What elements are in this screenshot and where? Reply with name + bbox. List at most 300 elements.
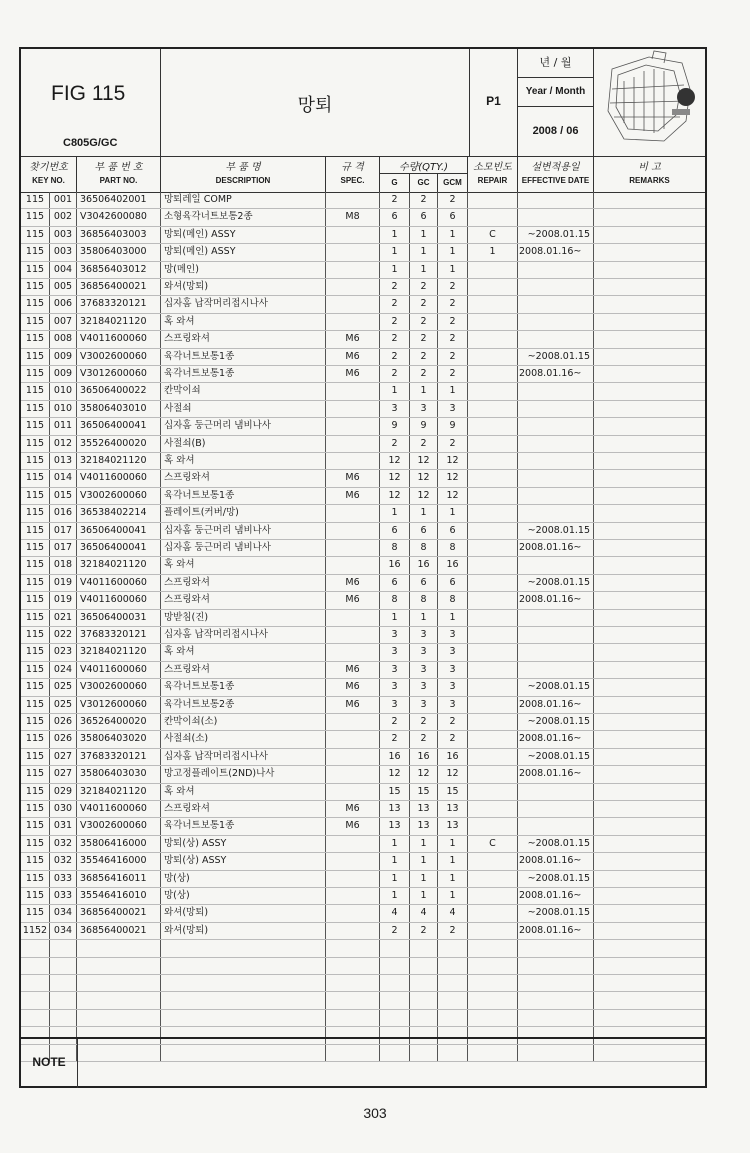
spec [326, 975, 380, 991]
table-row [21, 784, 705, 801]
key-sub: 017 [50, 523, 77, 539]
qty-gc: 4 [410, 905, 438, 921]
key-sub: 006 [50, 296, 77, 312]
key-number: 115 [21, 540, 50, 556]
effective-date [518, 784, 594, 800]
qty-gc: 12 [410, 488, 438, 504]
key-sub: 024 [50, 662, 77, 678]
qty-g: 12 [380, 766, 410, 782]
remarks [594, 801, 705, 817]
effective-date [518, 662, 594, 678]
qty-g: 13 [380, 801, 410, 817]
spec [326, 905, 380, 921]
part-description: 사절쇠(소) [161, 731, 326, 747]
repair-code [468, 905, 518, 921]
qty-gcm: 2 [438, 714, 468, 730]
remarks [594, 418, 705, 434]
remarks [594, 314, 705, 330]
effective-date [518, 557, 594, 573]
qty-g: 2 [380, 349, 410, 365]
qty-gcm: 13 [438, 801, 468, 817]
qty-g: 2 [380, 366, 410, 382]
part-number: 36856416011 [77, 871, 161, 887]
qty-gcm: 2 [438, 436, 468, 452]
spec [326, 871, 380, 887]
qty-g: 1 [380, 383, 410, 399]
qty-g: 2 [380, 714, 410, 730]
qty-gc: 12 [410, 470, 438, 486]
table-row [21, 192, 705, 209]
table-row [21, 314, 705, 331]
qty-gcm: 2 [438, 731, 468, 747]
page-number: 303 [363, 1105, 387, 1121]
repair-code [468, 731, 518, 747]
remarks [594, 505, 705, 521]
part-description: 와셔(망퇴) [161, 923, 326, 939]
table-row [21, 836, 705, 853]
key-number [21, 1010, 50, 1026]
key-sub [50, 975, 77, 991]
part-number: 36506402001 [77, 192, 161, 208]
qty-gc: 2 [410, 731, 438, 747]
repair-code [468, 209, 518, 225]
remarks [594, 540, 705, 556]
key-sub: 025 [50, 679, 77, 695]
spec [326, 610, 380, 626]
part-description: 육각너트보통1종 [161, 349, 326, 365]
part-number: 36506400041 [77, 523, 161, 539]
key-number: 115 [21, 383, 50, 399]
qty-gcm [438, 958, 468, 974]
spec: M6 [326, 331, 380, 347]
repair-code [468, 992, 518, 1008]
key-sub [50, 940, 77, 956]
key-number: 115 [21, 523, 50, 539]
repair-code [468, 940, 518, 956]
key-number: 115 [21, 192, 50, 208]
qty-gc: 2 [410, 279, 438, 295]
remarks [594, 766, 705, 782]
effective-date [518, 383, 594, 399]
qty-gc: 9 [410, 418, 438, 434]
remarks [594, 331, 705, 347]
part-number: 32184021120 [77, 784, 161, 800]
col-remarks-en: REMARKS [629, 176, 670, 185]
repair-code [468, 610, 518, 626]
qty-gcm: 3 [438, 662, 468, 678]
qty-gc: 6 [410, 575, 438, 591]
table-row [21, 296, 705, 313]
key-number: 115 [21, 818, 50, 834]
part-number: V3012600060 [77, 366, 161, 382]
effective-date [518, 801, 594, 817]
qty-g: 12 [380, 488, 410, 504]
table-row [21, 227, 705, 244]
remarks [594, 244, 705, 260]
repair-code [468, 766, 518, 782]
key-sub: 026 [50, 714, 77, 730]
key-sub: 017 [50, 540, 77, 556]
qty-gcm: 16 [438, 749, 468, 765]
key-number: 115 [21, 801, 50, 817]
table-row [21, 453, 705, 470]
col-repair [468, 156, 518, 192]
qty-g [380, 975, 410, 991]
effective-date [518, 470, 594, 486]
qty-gc: 3 [410, 697, 438, 713]
key-number: 115 [21, 349, 50, 365]
spec [326, 192, 380, 208]
effective-date [518, 488, 594, 504]
remarks [594, 296, 705, 312]
qty-g: 2 [380, 731, 410, 747]
part-description: 와셔(망퇴) [161, 905, 326, 921]
part-number: 36506400031 [77, 610, 161, 626]
qty-gc: 1 [410, 244, 438, 260]
remarks [594, 557, 705, 573]
key-number: 115 [21, 262, 50, 278]
parts-sheet [19, 47, 707, 1088]
key-number: 115 [21, 401, 50, 417]
key-number: 115 [21, 749, 50, 765]
part-description: 망(상) [161, 871, 326, 887]
qty-gcm: 12 [438, 470, 468, 486]
key-sub: 003 [50, 244, 77, 260]
spec: M6 [326, 470, 380, 486]
repair-code [468, 436, 518, 452]
part-description: 스프링와셔 [161, 575, 326, 591]
part-description: 혹 와셔 [161, 314, 326, 330]
effective-date: 2008.01.16~ [518, 697, 594, 713]
table-row [21, 644, 705, 661]
repair-code [468, 975, 518, 991]
remarks [594, 488, 705, 504]
table-row [21, 662, 705, 679]
part-number: V4011600060 [77, 575, 161, 591]
remarks [594, 436, 705, 452]
part-description: 혹 와셔 [161, 784, 326, 800]
qty-gc: 12 [410, 766, 438, 782]
spec [326, 540, 380, 556]
qty-gcm: 2 [438, 314, 468, 330]
key-sub: 011 [50, 418, 77, 434]
table-row [21, 244, 705, 261]
table-row [21, 592, 705, 609]
qty-gc: 16 [410, 749, 438, 765]
repair-code [468, 784, 518, 800]
key-sub: 033 [50, 871, 77, 887]
key-sub: 004 [50, 262, 77, 278]
key-sub: 030 [50, 801, 77, 817]
spec: M6 [326, 349, 380, 365]
part-number: V3042600080 [77, 209, 161, 225]
key-sub [50, 1010, 77, 1026]
qty-gcm: 1 [438, 610, 468, 626]
key-number: 115 [21, 853, 50, 869]
spec [326, 401, 380, 417]
sheet-title: 망퇴 [297, 95, 333, 116]
qty-gc: 13 [410, 818, 438, 834]
qty-gcm: 8 [438, 592, 468, 608]
part-number: V3002600060 [77, 488, 161, 504]
qty-gc [410, 992, 438, 1008]
part-description: 혹 와셔 [161, 557, 326, 573]
qty-gc: 1 [410, 853, 438, 869]
repair-code [468, 540, 518, 556]
qty-gcm: 2 [438, 349, 468, 365]
effective-date [518, 940, 594, 956]
qty-gc: 6 [410, 523, 438, 539]
table-row [21, 279, 705, 296]
qty-gcm: 3 [438, 697, 468, 713]
qty-gc: 1 [410, 505, 438, 521]
spec [326, 296, 380, 312]
spec [326, 505, 380, 521]
table-row [21, 801, 705, 818]
part-description: 스프링와셔 [161, 662, 326, 678]
key-sub: 019 [50, 575, 77, 591]
part-description [161, 940, 326, 956]
part-number: 37683320121 [77, 627, 161, 643]
key-number: 115 [21, 296, 50, 312]
effective-date [518, 418, 594, 434]
part-description: 육각너트보통2종 [161, 697, 326, 713]
key-number: 115 [21, 418, 50, 434]
part-number [77, 958, 161, 974]
effective-date: ~2008.01.15 [518, 871, 594, 887]
spec [326, 766, 380, 782]
part-description: 사절쇠(B) [161, 436, 326, 452]
sheet-page: P1 [486, 94, 501, 108]
qty-gcm [438, 975, 468, 991]
table-row [21, 766, 705, 783]
remarks [594, 662, 705, 678]
effective-date [518, 818, 594, 834]
table-row [21, 401, 705, 418]
spec: M6 [326, 592, 380, 608]
spec: M6 [326, 697, 380, 713]
col-qty-gcm: GCM [438, 173, 468, 192]
key-sub: 034 [50, 905, 77, 921]
effective-date [518, 279, 594, 295]
table-row [21, 610, 705, 627]
key-number: 115 [21, 679, 50, 695]
part-description [161, 975, 326, 991]
qty-gcm: 6 [438, 575, 468, 591]
part-number: 36506400041 [77, 540, 161, 556]
key-sub: 009 [50, 349, 77, 365]
col-effective-en: EFFECTIVE DATE [521, 176, 590, 185]
key-number: 115 [21, 871, 50, 887]
spec [326, 714, 380, 730]
spec: M8 [326, 209, 380, 225]
remarks [594, 383, 705, 399]
col-qty-g: G [380, 173, 410, 192]
qty-gc: 13 [410, 801, 438, 817]
key-sub: 007 [50, 314, 77, 330]
part-description: 육각너트보통1종 [161, 366, 326, 382]
key-sub [50, 958, 77, 974]
table-row [21, 575, 705, 592]
repair-code [468, 801, 518, 817]
spec: M6 [326, 679, 380, 695]
remarks [594, 610, 705, 626]
col-desc [161, 156, 326, 192]
key-sub: 010 [50, 401, 77, 417]
qty-g: 1 [380, 610, 410, 626]
table-row [21, 557, 705, 574]
part-number: 35806403030 [77, 766, 161, 782]
effective-date [518, 627, 594, 643]
spec [326, 784, 380, 800]
part-number: 36856403003 [77, 227, 161, 243]
key-number [21, 958, 50, 974]
spec [326, 749, 380, 765]
qty-g: 3 [380, 644, 410, 660]
key-number: 115 [21, 366, 50, 382]
key-number: 115 [21, 836, 50, 852]
table-row [21, 540, 705, 557]
qty-gc: 2 [410, 192, 438, 208]
part-number: 35806403020 [77, 731, 161, 747]
col-repair-en: REPAIR [477, 176, 508, 185]
part-number: 32184021120 [77, 644, 161, 660]
spec [326, 227, 380, 243]
qty-g: 2 [380, 314, 410, 330]
table-row [21, 731, 705, 748]
repair-code [468, 262, 518, 278]
table-row [21, 209, 705, 226]
repair-code [468, 1010, 518, 1026]
key-number: 115 [21, 697, 50, 713]
part-description: 십자홈 둥근머리 냄비나사 [161, 540, 326, 556]
qty-g: 1 [380, 244, 410, 260]
qty-gcm: 2 [438, 296, 468, 312]
remarks [594, 470, 705, 486]
key-sub: 005 [50, 279, 77, 295]
key-sub: 029 [50, 784, 77, 800]
repair-code [468, 818, 518, 834]
qty-g: 1 [380, 888, 410, 904]
qty-g: 6 [380, 523, 410, 539]
qty-gc: 12 [410, 453, 438, 469]
repair-code [468, 714, 518, 730]
spec [326, 992, 380, 1008]
part-description: 칸막이쇠(소) [161, 714, 326, 730]
qty-gc: 2 [410, 331, 438, 347]
qty-gcm: 1 [438, 227, 468, 243]
key-number: 115 [21, 627, 50, 643]
qty-gcm [438, 940, 468, 956]
qty-g [380, 1010, 410, 1026]
qty-g: 2 [380, 923, 410, 939]
repair-code [468, 314, 518, 330]
effective-date: ~2008.01.15 [518, 679, 594, 695]
col-part-kr: 부 품 번 호 [94, 162, 143, 173]
repair-code [468, 749, 518, 765]
spec: M6 [326, 488, 380, 504]
part-description [161, 958, 326, 974]
column-header [21, 156, 705, 193]
part-number [77, 992, 161, 1008]
key-number: 115 [21, 644, 50, 660]
remarks [594, 888, 705, 904]
qty-g: 16 [380, 749, 410, 765]
spec [326, 627, 380, 643]
remarks [594, 714, 705, 730]
key-number: 115 [21, 227, 50, 243]
key-number: 115 [21, 557, 50, 573]
part-number: V4011600060 [77, 662, 161, 678]
key-number: 115 [21, 505, 50, 521]
key-number: 115 [21, 592, 50, 608]
remarks [594, 975, 705, 991]
key-sub: 002 [50, 209, 77, 225]
spec [326, 888, 380, 904]
key-sub: 003 [50, 227, 77, 243]
spec [326, 731, 380, 747]
table-row [21, 505, 705, 522]
key-sub: 014 [50, 470, 77, 486]
key-sub: 010 [50, 383, 77, 399]
qty-g: 16 [380, 557, 410, 573]
table-row [21, 697, 705, 714]
part-number: V4011600060 [77, 592, 161, 608]
remarks [594, 940, 705, 956]
qty-gcm: 1 [438, 871, 468, 887]
part-description [161, 1010, 326, 1026]
remarks [594, 749, 705, 765]
part-number [77, 1010, 161, 1026]
part-number: 36856400021 [77, 279, 161, 295]
qty-gc [410, 940, 438, 956]
table-row [21, 523, 705, 540]
col-key-kr: 찾기번호 [29, 162, 68, 173]
repair-code: 1 [468, 244, 518, 260]
table-row [21, 470, 705, 487]
remarks [594, 279, 705, 295]
effective-date: ~2008.01.15 [518, 905, 594, 921]
repair-code [468, 697, 518, 713]
part-description: 망퇴(상) ASSY [161, 853, 326, 869]
qty-gc: 1 [410, 836, 438, 852]
part-description: 육각너트보통1종 [161, 679, 326, 695]
qty-gcm: 3 [438, 401, 468, 417]
effective-date: ~2008.01.15 [518, 575, 594, 591]
part-number: 35806403000 [77, 244, 161, 260]
col-effective-kr: 설변적용일 [531, 162, 580, 173]
remarks [594, 1010, 705, 1026]
part-description: 와셔(망퇴) [161, 279, 326, 295]
effective-date: ~2008.01.15 [518, 349, 594, 365]
table-row [21, 349, 705, 366]
title-cell [161, 49, 470, 156]
repair-code [468, 575, 518, 591]
repair-code [468, 192, 518, 208]
qty-g [380, 958, 410, 974]
repair-code [468, 958, 518, 974]
key-sub: 032 [50, 853, 77, 869]
qty-gc: 15 [410, 784, 438, 800]
part-number: 36506400022 [77, 383, 161, 399]
part-number: 32184021120 [77, 557, 161, 573]
key-number: 115 [21, 314, 50, 330]
remarks [594, 992, 705, 1008]
effective-date: ~2008.01.15 [518, 836, 594, 852]
remarks [594, 923, 705, 939]
part-number: 36506400041 [77, 418, 161, 434]
part-description: 스프링와셔 [161, 592, 326, 608]
